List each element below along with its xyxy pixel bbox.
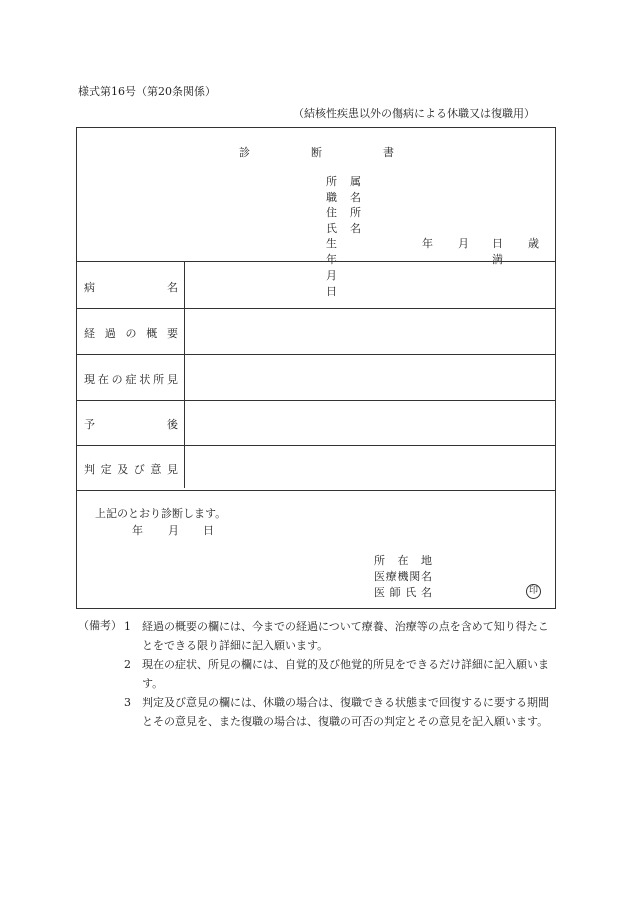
statement-month-label: 月 [168,524,179,537]
row-label-current-symptoms: 現在の症状所見 [84,373,178,386]
signature-label-doctor-name: 医師氏名 [374,586,432,599]
header-label-affiliation: 所属 [326,175,374,188]
divider [77,308,555,309]
title-char: 書 [383,146,394,159]
label-column-divider [184,261,185,488]
divider [77,445,555,446]
note-item [124,617,556,655]
certificate-box [76,127,556,609]
row-label-judgment-opinion: 判定及び意見 [84,463,178,476]
title-char: 断 [311,146,322,159]
divider [77,354,555,355]
note-item [124,693,556,731]
divider [77,490,555,491]
divider [77,400,555,401]
note-number: 2 [124,658,131,671]
statement-year-label: 年 [132,524,143,537]
note-text: 判定及び意見の欄には、休職の場合は、復職できる状態まで回復するに要する期間とその意見を、また復職の場合は、復職の可否の判定とその意見を記入願います。 [142,696,549,728]
row-label-progress-summary: 経過の概要 [84,327,178,340]
header-label-address: 住所 [326,206,374,219]
seal-mark: 印 [526,584,541,599]
signature-label-institution: 医療機関名 [374,570,432,583]
birth-day-age-label: 日満 [492,237,503,266]
birth-age-label: 歳 [528,237,539,250]
row-label-disease-name: 病 名 [84,281,178,294]
note-text: 経過の概要の欄には、今までの経過について療養、治療等の点を含めて知り得たことをできる限り詳細に記入願います。 [142,620,549,652]
note-item [124,655,556,693]
birth-date-label: 生年月日 [326,237,337,298]
signature-label-location: 所在地 [374,554,432,567]
note-text: 現在の症状、所見の欄には、自覚的及び他覚的所見をできるだけ詳細に記入願います。 [142,658,549,690]
birth-month-label: 月 [458,237,469,250]
notes-heading: （備考） [78,619,122,632]
diagnosis-statement: 上記のとおり診断します。 [95,507,227,520]
form-number: 様式第16号（第20条関係） [78,85,216,98]
title-char: 診 [239,146,250,159]
header-label-job-title: 職名 [326,191,374,204]
divider [77,261,555,262]
header-label-name: 氏名 [326,222,374,235]
birth-year-label: 年 [422,237,433,250]
note-number: 3 [124,696,131,709]
statement-day-label: 日 [203,524,214,537]
row-label-prognosis: 予 後 [84,418,178,431]
note-number: 1 [124,620,131,633]
form-subtitle: （結核性疾患以外の傷病による休職又は復職用） [293,107,535,120]
